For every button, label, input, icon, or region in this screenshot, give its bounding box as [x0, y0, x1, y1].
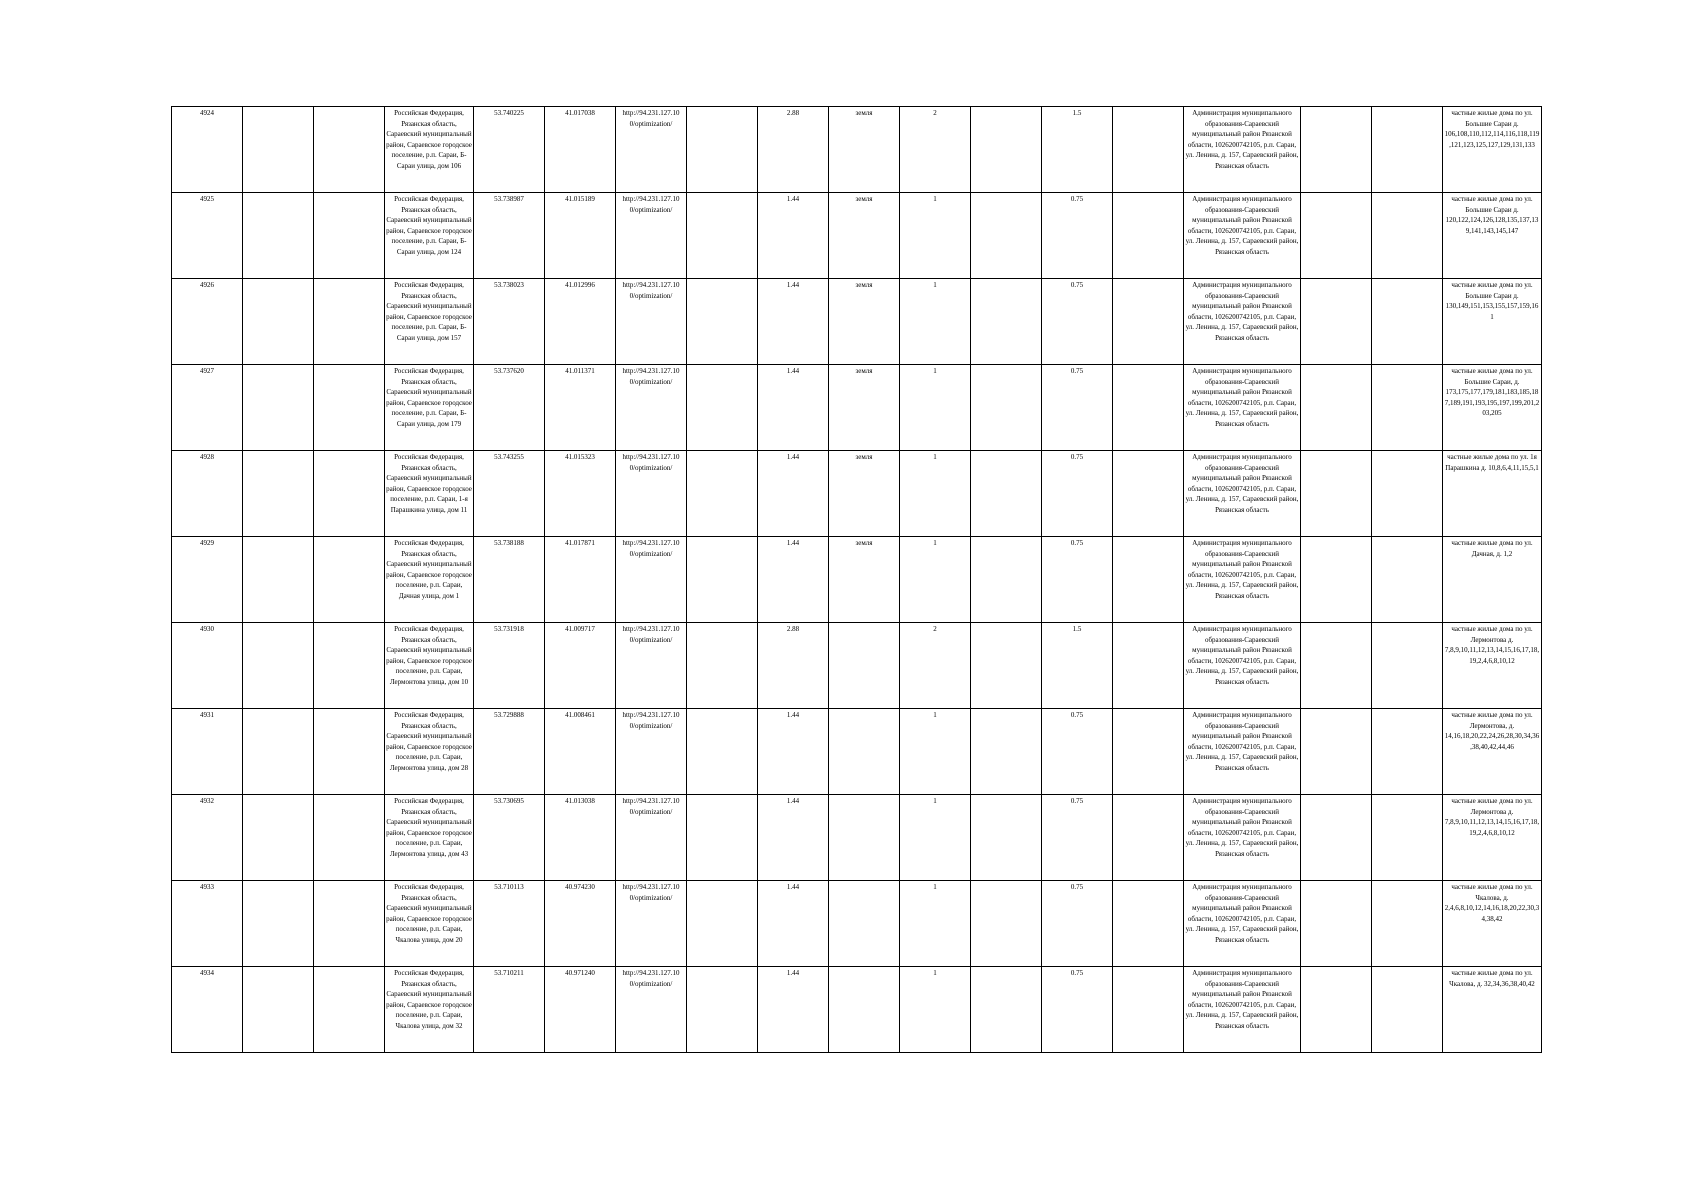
registry-body [172, 107, 1542, 1053]
empty-cell [1113, 107, 1184, 193]
record-number-cell: 4924 [172, 107, 243, 193]
empty-cell [1113, 451, 1184, 537]
longitude-cell: 41.015323 [545, 451, 616, 537]
record-number-cell: 4925 [172, 193, 243, 279]
url-cell: http://94.231.127.10 0/optimization/ [616, 537, 687, 623]
empty-cell [1301, 193, 1372, 279]
empty-cell [971, 107, 1042, 193]
longitude-cell: 40.974230 [545, 881, 616, 967]
empty-cell [1301, 795, 1372, 881]
empty-cell [243, 967, 314, 1053]
longitude-cell: 41.009717 [545, 623, 616, 709]
waste-sources-cell: частные жилые дома по ул. Большие Сараи д. 120,122,124,126,128,135,137,139,141,143,145,147 [1443, 193, 1542, 279]
area-cell: 1.44 [758, 279, 829, 365]
latitude-cell: 53.710211 [474, 967, 545, 1053]
volume-cell: 1.5 [1042, 623, 1113, 709]
empty-cell [1113, 709, 1184, 795]
empty-cell [1372, 537, 1443, 623]
empty-cell [243, 451, 314, 537]
area-cell: 1.44 [758, 967, 829, 1053]
table-row [172, 537, 1542, 623]
empty-cell [1301, 881, 1372, 967]
address-cell: Российская Федерация, Рязанская область, Сараевский муниципальный район, Сараевское городское поселение, р.п. Сараи, Б-Сараи улица, дом 157 [385, 279, 474, 365]
empty-cell [243, 107, 314, 193]
latitude-cell: 53.738987 [474, 193, 545, 279]
table-row [172, 881, 1542, 967]
empty-cell [314, 623, 385, 709]
url-cell: http://94.231.127.10 0/optimization/ [616, 451, 687, 537]
empty-cell [314, 365, 385, 451]
owner-cell: Администрация муниципального образования-Сараевский муниципальный район Рязанской области, 1026200742105, р.п. Сараи, ул. Ленина, д. 157, Сараевский район, Рязанская область [1184, 623, 1301, 709]
latitude-cell: 53.737620 [474, 365, 545, 451]
empty-cell [1372, 795, 1443, 881]
container-count-cell: 1 [900, 279, 971, 365]
owner-cell: Администрация муниципального образования-Сараевский муниципальный район Рязанской области, 1026200742105, р.п. Сараи, ул. Ленина, д. 157, Сараевский район, Рязанская область [1184, 881, 1301, 967]
empty-cell [243, 537, 314, 623]
longitude-cell: 41.015189 [545, 193, 616, 279]
volume-cell: 0.75 [1042, 709, 1113, 795]
empty-cell [1372, 709, 1443, 795]
empty-cell [243, 279, 314, 365]
latitude-cell: 53.710113 [474, 881, 545, 967]
url-cell: http://94.231.127.10 0/optimization/ [616, 279, 687, 365]
record-number-cell: 4933 [172, 881, 243, 967]
container-count-cell: 1 [900, 967, 971, 1053]
owner-cell: Администрация муниципального образования-Сараевский муниципальный район Рязанской области, 1026200742105, р.п. Сараи, ул. Ленина, д. 157, Сараевский район, Рязанская область [1184, 537, 1301, 623]
empty-cell [687, 967, 758, 1053]
volume-cell: 0.75 [1042, 881, 1113, 967]
record-number-cell: 4926 [172, 279, 243, 365]
longitude-cell: 41.017871 [545, 537, 616, 623]
empty-cell [243, 193, 314, 279]
latitude-cell: 53.738188 [474, 537, 545, 623]
area-cell: 1.44 [758, 365, 829, 451]
empty-cell [314, 967, 385, 1053]
surface-type-cell: земля [829, 537, 900, 623]
owner-cell: Администрация муниципального образования-Сараевский муниципальный район Рязанской области, 1026200742105, р.п. Сараи, ул. Ленина, д. 157, Сараевский район, Рязанская область [1184, 193, 1301, 279]
waste-sources-cell: частные жилые дома по ул. Лермонтова, д. 14,16,18,20,22,24,26,28,30,34,36,38,40,42,44,46 [1443, 709, 1542, 795]
empty-cell [1301, 709, 1372, 795]
empty-cell [243, 795, 314, 881]
table-row [172, 451, 1542, 537]
empty-cell [687, 709, 758, 795]
empty-cell [1372, 881, 1443, 967]
empty-cell [687, 451, 758, 537]
empty-cell [971, 795, 1042, 881]
waste-sources-cell: частные жилые дома по ул. Чкалова, д. 2,4,6,8,10,12,14,16,18,20,22,30,34,38,42 [1443, 881, 1542, 967]
container-count-cell: 1 [900, 881, 971, 967]
volume-cell: 0.75 [1042, 451, 1113, 537]
empty-cell [971, 365, 1042, 451]
url-cell: http://94.231.127.10 0/optimization/ [616, 709, 687, 795]
owner-cell: Администрация муниципального образования-Сараевский муниципальный район Рязанской области, 1026200742105, р.п. Сараи, ул. Ленина, д. 157, Сараевский район, Рязанская область [1184, 795, 1301, 881]
surface-type-cell [829, 881, 900, 967]
container-count-cell: 1 [900, 193, 971, 279]
volume-cell: 0.75 [1042, 795, 1113, 881]
container-count-cell: 1 [900, 709, 971, 795]
waste-sources-cell: частные жилые дома по ул. Дачная, д. 1,2 [1443, 537, 1542, 623]
empty-cell [1372, 107, 1443, 193]
empty-cell [1372, 623, 1443, 709]
address-cell: Российская Федерация, Рязанская область, Сараевский муниципальный район, Сараевское городское поселение, р.п. Сараи, Лермонтова улица, дом 43 [385, 795, 474, 881]
longitude-cell: 40.971240 [545, 967, 616, 1053]
record-number-cell: 4934 [172, 967, 243, 1053]
container-count-cell: 2 [900, 107, 971, 193]
table-row [172, 967, 1542, 1053]
longitude-cell: 41.017038 [545, 107, 616, 193]
empty-cell [1113, 967, 1184, 1053]
table-row [172, 279, 1542, 365]
url-cell: http://94.231.127.10 0/optimization/ [616, 795, 687, 881]
table-row [172, 795, 1542, 881]
surface-type-cell: земля [829, 451, 900, 537]
empty-cell [687, 537, 758, 623]
empty-cell [243, 881, 314, 967]
area-cell: 1.44 [758, 881, 829, 967]
owner-cell: Администрация муниципального образования-Сараевский муниципальный район Рязанской области, 1026200742105, р.п. Сараи, ул. Ленина, д. 157, Сараевский район, Рязанская область [1184, 967, 1301, 1053]
url-cell: http://94.231.127.10 0/optimization/ [616, 881, 687, 967]
waste-sources-cell: частные жилые дома по ул. Большие Сараи д. 106,108,110,112,114,116,118,119,121,123,125,127,129,131,133 [1443, 107, 1542, 193]
empty-cell [1301, 365, 1372, 451]
address-cell: Российская Федерация, Рязанская область, Сараевский муниципальный район, Сараевское городское поселение, р.п. Сараи, Чкалова улица, дом 32 [385, 967, 474, 1053]
area-cell: 1.44 [758, 709, 829, 795]
empty-cell [314, 451, 385, 537]
empty-cell [1113, 795, 1184, 881]
empty-cell [1301, 967, 1372, 1053]
empty-cell [1301, 537, 1372, 623]
table-row [172, 709, 1542, 795]
volume-cell: 1.5 [1042, 107, 1113, 193]
surface-type-cell: земля [829, 365, 900, 451]
empty-cell [971, 451, 1042, 537]
surface-type-cell [829, 967, 900, 1053]
empty-cell [687, 279, 758, 365]
owner-cell: Администрация муниципального образования-Сараевский муниципальный район Рязанской области, 1026200742105, р.п. Сараи, ул. Ленина, д. 157, Сараевский район, Рязанская область [1184, 279, 1301, 365]
empty-cell [1301, 107, 1372, 193]
record-number-cell: 4932 [172, 795, 243, 881]
container-count-cell: 1 [900, 537, 971, 623]
empty-cell [971, 967, 1042, 1053]
container-count-cell: 1 [900, 365, 971, 451]
empty-cell [314, 107, 385, 193]
empty-cell [687, 107, 758, 193]
container-count-cell: 1 [900, 795, 971, 881]
waste-sources-cell: частные жилые дома по ул. Чкалова, д. 32,34,36,38,40,42 [1443, 967, 1542, 1053]
owner-cell: Администрация муниципального образования-Сараевский муниципальный район Рязанской области, 1026200742105, р.п. Сараи, ул. Ленина, д. 157, Сараевский район, Рязанская область [1184, 107, 1301, 193]
empty-cell [314, 795, 385, 881]
address-cell: Российская Федерация, Рязанская область, Сараевский муниципальный район, Сараевское городское поселение, р.п. Сараи, Дачная улица, дом 1 [385, 537, 474, 623]
area-cell: 1.44 [758, 451, 829, 537]
surface-type-cell: земля [829, 193, 900, 279]
empty-cell [971, 279, 1042, 365]
record-number-cell: 4931 [172, 709, 243, 795]
latitude-cell: 53.730695 [474, 795, 545, 881]
empty-cell [314, 193, 385, 279]
address-cell: Российская Федерация, Рязанская область, Сараевский муниципальный район, Сараевское городское поселение, р.п. Сараи, Чкалова улица, дом 20 [385, 881, 474, 967]
table-row [172, 623, 1542, 709]
empty-cell [1113, 623, 1184, 709]
owner-cell: Администрация муниципального образования-Сараевский муниципальный район Рязанской области, 1026200742105, р.п. Сараи, ул. Ленина, д. 157, Сараевский район, Рязанская область [1184, 709, 1301, 795]
waste-sources-cell: частные жилые дома по ул. Лермонтова д. 7,8,9,10,11,12,13,14,15,16,17,18,19,2,4,6,8,10,12 [1443, 795, 1542, 881]
area-cell: 2.88 [758, 623, 829, 709]
url-cell: http://94.231.127.10 0/optimization/ [616, 365, 687, 451]
empty-cell [1301, 451, 1372, 537]
owner-cell: Администрация муниципального образования-Сараевский муниципальный район Рязанской области, 1026200742105, р.п. Сараи, ул. Ленина, д. 157, Сараевский район, Рязанская область [1184, 365, 1301, 451]
empty-cell [1113, 279, 1184, 365]
url-cell: http://94.231.127.10 0/optimization/ [616, 623, 687, 709]
address-cell: Российская Федерация, Рязанская область, Сараевский муниципальный район, Сараевское городское поселение, р.п. Сараи, Б-Сараи улица, дом 106 [385, 107, 474, 193]
empty-cell [1301, 279, 1372, 365]
url-cell: http://94.231.127.10 0/optimization/ [616, 107, 687, 193]
empty-cell [314, 537, 385, 623]
empty-cell [314, 709, 385, 795]
record-number-cell: 4929 [172, 537, 243, 623]
url-cell: http://94.231.127.10 0/optimization/ [616, 967, 687, 1053]
area-cell: 2.88 [758, 107, 829, 193]
empty-cell [243, 623, 314, 709]
address-cell: Российская Федерация, Рязанская область, Сараевский муниципальный район, Сараевское городское поселение, р.п. Сараи, 1-я Парашкина улица, дом 11 [385, 451, 474, 537]
latitude-cell: 53.740225 [474, 107, 545, 193]
surface-type-cell [829, 795, 900, 881]
empty-cell [1113, 365, 1184, 451]
empty-cell [1113, 537, 1184, 623]
waste-sources-cell: частные жилые дома по ул. 1я Парашкина д. 10,8,6,4,11,15,5,1 [1443, 451, 1542, 537]
latitude-cell: 53.743255 [474, 451, 545, 537]
empty-cell [314, 881, 385, 967]
volume-cell: 0.75 [1042, 537, 1113, 623]
surface-type-cell: земля [829, 279, 900, 365]
empty-cell [1372, 451, 1443, 537]
empty-cell [687, 881, 758, 967]
address-cell: Российская Федерация, Рязанская область, Сараевский муниципальный район, Сараевское городское поселение, р.п. Сараи, Б-Сараи улица, дом 124 [385, 193, 474, 279]
volume-cell: 0.75 [1042, 279, 1113, 365]
empty-cell [1372, 193, 1443, 279]
volume-cell: 0.75 [1042, 967, 1113, 1053]
area-cell: 1.44 [758, 193, 829, 279]
area-cell: 1.44 [758, 795, 829, 881]
empty-cell [314, 279, 385, 365]
address-cell: Российская Федерация, Рязанская область, Сараевский муниципальный район, Сараевское городское поселение, р.п. Сараи, Лермонтова улица, дом 28 [385, 709, 474, 795]
surface-type-cell: земля [829, 107, 900, 193]
volume-cell: 0.75 [1042, 193, 1113, 279]
owner-cell: Администрация муниципального образования-Сараевский муниципальный район Рязанской области, 1026200742105, р.п. Сараи, ул. Ленина, д. 157, Сараевский район, Рязанская область [1184, 451, 1301, 537]
record-number-cell: 4928 [172, 451, 243, 537]
empty-cell [1301, 623, 1372, 709]
waste-sources-cell: частные жилые дома по ул. Большие Сараи д. 130,149,151,153,155,157,159,161 [1443, 279, 1542, 365]
waste-sources-cell: частные жилые дома по ул. Лермонтова д. 7,8,9,10,11,12,13,14,15,16,17,18,19,2,4,6,8,10,12 [1443, 623, 1542, 709]
registry-sheet [171, 106, 1540, 1053]
url-cell: http://94.231.127.10 0/optimization/ [616, 193, 687, 279]
table-row [172, 107, 1542, 193]
record-number-cell: 4930 [172, 623, 243, 709]
longitude-cell: 41.011371 [545, 365, 616, 451]
surface-type-cell [829, 709, 900, 795]
empty-cell [687, 365, 758, 451]
empty-cell [971, 623, 1042, 709]
empty-cell [687, 623, 758, 709]
empty-cell [1113, 881, 1184, 967]
longitude-cell: 41.008461 [545, 709, 616, 795]
registry-table [171, 106, 1542, 1053]
table-row [172, 193, 1542, 279]
empty-cell [243, 709, 314, 795]
latitude-cell: 53.738023 [474, 279, 545, 365]
empty-cell [1113, 193, 1184, 279]
area-cell: 1.44 [758, 537, 829, 623]
surface-type-cell [829, 623, 900, 709]
address-cell: Российская Федерация, Рязанская область, Сараевский муниципальный район, Сараевское городское поселение, р.п. Сараи, Лермонтова улица, дом 10 [385, 623, 474, 709]
longitude-cell: 41.013038 [545, 795, 616, 881]
latitude-cell: 53.731918 [474, 623, 545, 709]
record-number-cell: 4927 [172, 365, 243, 451]
waste-sources-cell: частные жилые дома по ул. Большие Сараи, д. 173,175,177,179,181,183,185,187,189,191,193,195,197,199,201,203,205 [1443, 365, 1542, 451]
latitude-cell: 53.729888 [474, 709, 545, 795]
container-count-cell: 1 [900, 451, 971, 537]
table-row [172, 365, 1542, 451]
longitude-cell: 41.012996 [545, 279, 616, 365]
empty-cell [1372, 365, 1443, 451]
empty-cell [1372, 967, 1443, 1053]
empty-cell [687, 795, 758, 881]
container-count-cell: 2 [900, 623, 971, 709]
empty-cell [687, 193, 758, 279]
empty-cell [243, 365, 314, 451]
address-cell: Российская Федерация, Рязанская область, Сараевский муниципальный район, Сараевское городское поселение, р.п. Сараи, Б-Сараи улица, дом 179 [385, 365, 474, 451]
empty-cell [971, 537, 1042, 623]
empty-cell [971, 881, 1042, 967]
empty-cell [971, 709, 1042, 795]
empty-cell [1372, 279, 1443, 365]
empty-cell [971, 193, 1042, 279]
volume-cell: 0.75 [1042, 365, 1113, 451]
